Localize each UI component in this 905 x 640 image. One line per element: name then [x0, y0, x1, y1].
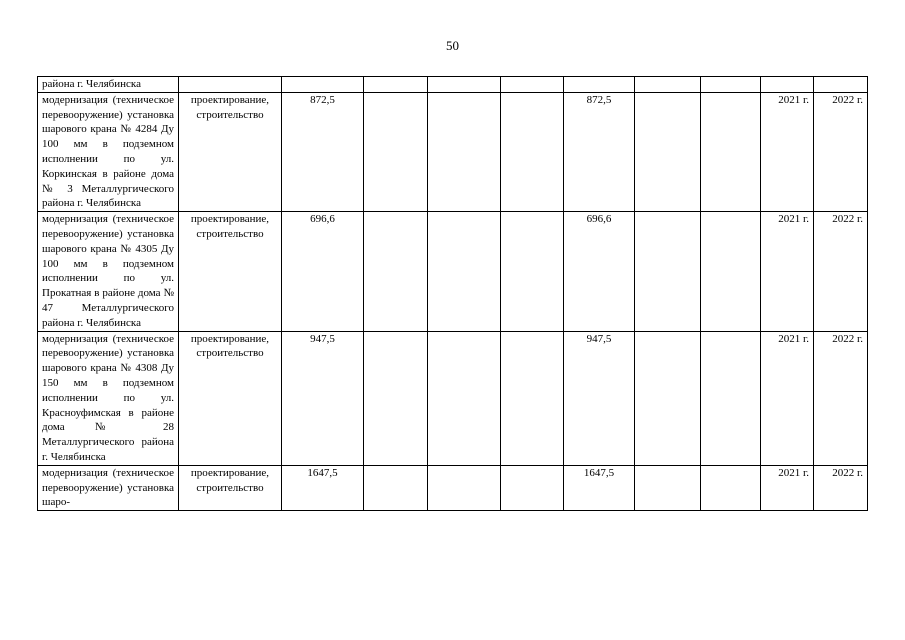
- value-cell: [428, 212, 501, 331]
- table-row: [38, 212, 868, 331]
- value-cell: [635, 92, 701, 211]
- value-cell: [501, 77, 564, 93]
- end-year-cell: 2022 г.: [814, 212, 868, 331]
- description-cell: района г. Челябинска: [38, 77, 179, 93]
- value-cell: [501, 331, 564, 465]
- description-cell: модернизация (техническое перевооружение) установка шарового крана № 4305 Ду 100 мм в подземном исполнении по ул. Прокатная в районе дома № 47 Металлургического района г. Челябинска: [38, 212, 179, 331]
- value-cell: [701, 465, 761, 510]
- value-cell: [701, 77, 761, 93]
- value-cell: [701, 331, 761, 465]
- start-year-cell: 2021 г.: [761, 92, 814, 211]
- value-cell: [428, 77, 501, 93]
- stage-cell: [179, 77, 282, 93]
- value-cell: [635, 331, 701, 465]
- stage-cell: проектирование, строительство: [179, 331, 282, 465]
- value-cell: 1647,5: [564, 465, 635, 510]
- stage-cell: проектирование, строительство: [179, 212, 282, 331]
- value-cell: [364, 92, 428, 211]
- value-cell: [701, 212, 761, 331]
- value-cell: [701, 92, 761, 211]
- description-cell: модернизация (техническое перевооружение) установка шаро-: [38, 465, 179, 510]
- value-cell: 696,6: [564, 212, 635, 331]
- table-row: [38, 92, 868, 211]
- value-cell: [564, 77, 635, 93]
- value-cell: [635, 212, 701, 331]
- stage-cell: проектирование, строительство: [179, 92, 282, 211]
- page-number: 50: [446, 38, 459, 53]
- value-cell: [501, 212, 564, 331]
- investment-program-table: [37, 76, 868, 511]
- value-cell: [635, 77, 701, 93]
- value-cell: 872,5: [282, 92, 364, 211]
- start-year-cell: 2021 г.: [761, 331, 814, 465]
- value-cell: [428, 92, 501, 211]
- start-year-cell: [761, 77, 814, 93]
- table-row: [38, 77, 868, 93]
- end-year-cell: [814, 77, 868, 93]
- value-cell: 696,6: [282, 212, 364, 331]
- value-cell: [428, 465, 501, 510]
- value-cell: [428, 331, 501, 465]
- value-cell: [364, 212, 428, 331]
- end-year-cell: 2022 г.: [814, 92, 868, 211]
- value-cell: 947,5: [282, 331, 364, 465]
- value-cell: [364, 465, 428, 510]
- value-cell: [635, 465, 701, 510]
- stage-cell: проектирование, строительство: [179, 465, 282, 510]
- value-cell: [501, 465, 564, 510]
- table-row: [38, 331, 868, 465]
- value-cell: 947,5: [564, 331, 635, 465]
- start-year-cell: 2021 г.: [761, 212, 814, 331]
- end-year-cell: 2022 г.: [814, 331, 868, 465]
- value-cell: [282, 77, 364, 93]
- start-year-cell: 2021 г.: [761, 465, 814, 510]
- description-cell: модернизация (техническое перевооружение) установка шарового крана № 4284 Ду 100 мм в подземном исполнении по ул. Коркинская в районе дома № 3 Металлургического района г. Челябинска: [38, 92, 179, 211]
- value-cell: 1647,5: [282, 465, 364, 510]
- value-cell: 872,5: [564, 92, 635, 211]
- end-year-cell: 2022 г.: [814, 465, 868, 510]
- value-cell: [364, 77, 428, 93]
- value-cell: [501, 92, 564, 211]
- table-row: [38, 465, 868, 510]
- value-cell: [364, 331, 428, 465]
- description-cell: модернизация (техническое перевооружение) установка шарового крана № 4308 Ду 150 мм в подземном исполнении по ул. Красноуфимская в районе дома № 28 Металлургического района г. Челябинска: [38, 331, 179, 465]
